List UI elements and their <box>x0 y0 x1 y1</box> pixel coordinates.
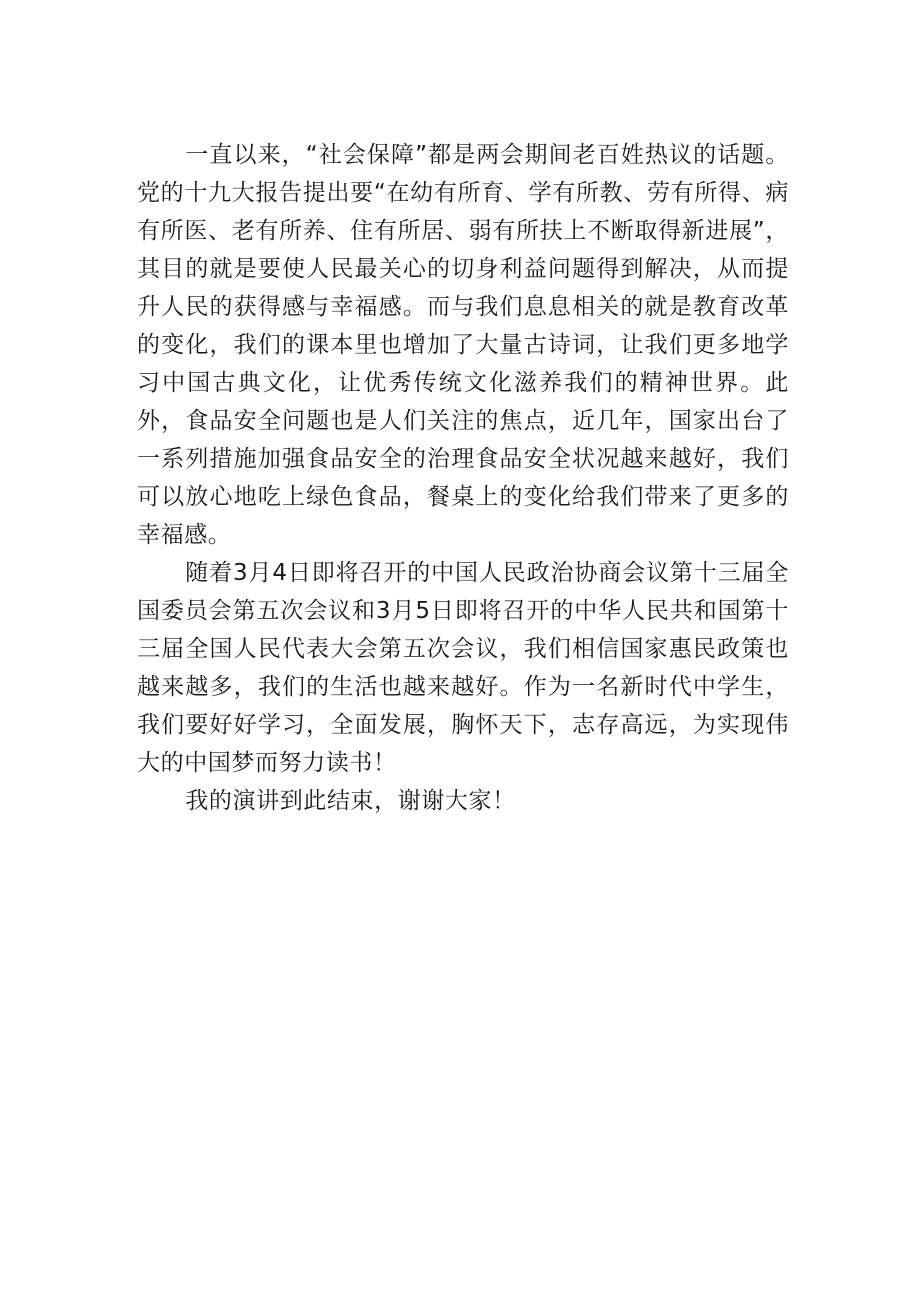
paragraph-closing: 我的演讲到此结束，谢谢大家！ <box>185 788 516 814</box>
paragraph-social-security: 一直以来，“社会保障”都是两会期间老百姓热议的话题。党的十九大报告提出要“在幼有所育、学有所教、劳有所得、病有所医、老有所养、住有所居、弱有所扶上不断取得新进展”，其目的就是要使人民最关心的切身利益问题得到解决，从而提升人民的获得感与幸福感。而与我们息息相关的就是教育改革的变化，我们的课本里也增加了大量古诗词，让我们更多地学习中国古典文化，让优秀传统文化滋养我们的精神世界。此外，食品安全问题也是人们关注的焦点，近几年，国家出台了一系列措施加强食品安全的治理食品安全状况越来越好，我们可以放心地吃上绿色食品，餐桌上的变化给我们带来了更多的幸福感。 <box>137 142 789 548</box>
document-body <box>137 136 789 820</box>
paragraph-two-sessions: 随着3月4日即将召开的中国人民政治协商会议第十三届全国委员会第五次会议和3月5日即将召开的中华人民共和国第十三届全国人民代表大会第五次会议，我们相信国家惠民政策也越来越多，我们的生活也越来越好。作为一名新时代中学生，我们要好好学习，全面发展，胸怀天下，志存高远，为实现伟大的中国梦而努力读书！ <box>137 560 789 776</box>
